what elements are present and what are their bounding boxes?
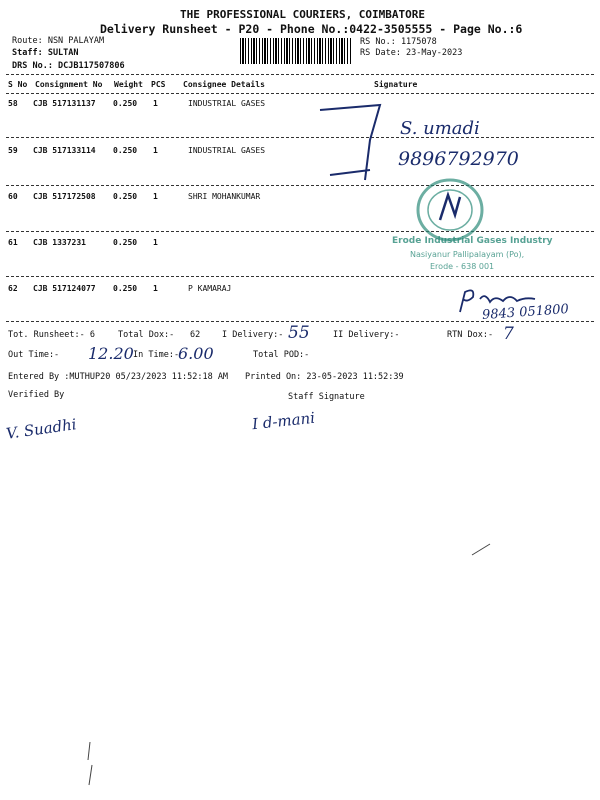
row-pcs: 1 [153,146,158,155]
rs-number: RS No.: 1175078 [360,37,437,47]
total-pod-label: Total POD:- [253,350,310,360]
row-weight: 0.250 [113,192,138,201]
row-pcs: 1 [153,99,158,108]
printed-on: Printed On: 23-05-2023 11:52:39 [245,372,404,382]
row-sno: 62 [8,284,18,293]
row-sno: 60 [8,192,18,201]
col-weight: Weight [114,80,143,89]
stray-mark [80,740,100,790]
stray-mark [470,540,500,560]
row-consignment: CJB 517124077 [33,284,96,293]
stamp-address: Nasiyanur Pallipalayam (Po), [410,250,525,259]
out-time-label: Out Time:- [8,350,60,360]
document-title: THE PROFESSIONAL COURIERS, COIMBATORE [180,8,426,21]
row-weight: 0.250 [113,99,138,108]
rtn-dox-value: 7 [503,324,514,344]
col-signature: Signature [374,80,418,89]
verified-signature: V. Suadhi [5,415,78,443]
barcode [240,38,352,64]
row-consignee: INDUSTRIAL GASES [188,146,266,155]
staff-signature: I d-mani [251,408,316,434]
rtn-dox-label: RTN Dox:- [447,330,494,340]
row-sno: 58 [8,99,18,108]
row-pcs: 1 [153,192,158,201]
entered-by: Entered By :MUTHUP20 05/23/2023 11:52:18 AM [8,372,229,382]
rs-date: RS Date: 23-May-2023 [360,48,463,58]
signature-row58: S. umadi [400,118,480,139]
row-consignee: SHRI MOHANKUMAR [188,192,261,201]
bracket-scribble [300,100,410,190]
col-pcs: PCS [151,80,166,89]
staff-signature-label: Staff Signature [288,392,365,402]
row-pcs: 1 [153,238,158,247]
row-consignee: INDUSTRIAL GASES [188,99,266,108]
total-dox-label: Total Dox:- [118,330,175,340]
col-consignee: Consignee Details [183,80,265,89]
row-consignment: CJB 1337231 [33,238,86,247]
i-delivery-label: I Delivery:- [222,330,284,340]
drs-label: DRS No.: DCJB117507806 [12,61,125,71]
verified-by-label: Verified By [8,390,65,400]
row-divider [6,276,594,277]
row-pcs: 1 [153,284,158,293]
staff-label: Staff: SULTAN [12,48,79,58]
row-weight: 0.250 [113,284,138,293]
header-rule-top [6,74,594,75]
in-time-value: 6.00 [178,344,214,363]
row-consignment: CJB 517133114 [33,146,96,155]
out-time-value: 12.20 [88,344,134,363]
row-consignment: CJB 517131137 [33,99,96,108]
phone-row62: 9843 051800 [481,301,570,324]
row-divider [6,231,594,232]
row-consignment: CJB 517172508 [33,192,96,201]
row-weight: 0.250 [113,146,138,155]
col-sno: S No [8,80,28,89]
row-consignee: P KAMARAJ [188,284,232,293]
document-subtitle: Delivery Runsheet - P20 - Phone No.:0422-3505555 - Page No.:6 [100,22,523,36]
col-consignment: Consignment No [35,80,103,89]
total-dox-value: 62 [190,330,201,340]
in-time-label: In Time:- [133,350,180,360]
tot-runsheet: Tot. Runsheet:- 6 [8,330,95,340]
row-sno: 59 [8,146,18,155]
stamp-seal [410,175,490,245]
stamp-text: Erode Industrial Gases Industry [392,236,553,246]
i-delivery-value: 55 [288,323,310,343]
row-sno: 61 [8,238,18,247]
stamp-pin: Erode - 638 001 [430,262,495,271]
ii-delivery-label: II Delivery:- [333,330,400,340]
route-label: Route: NSN PALAYAM [12,36,105,46]
header-rule-bottom [6,93,594,94]
phone-row59: 9896792970 [398,148,519,170]
row-weight: 0.250 [113,238,138,247]
